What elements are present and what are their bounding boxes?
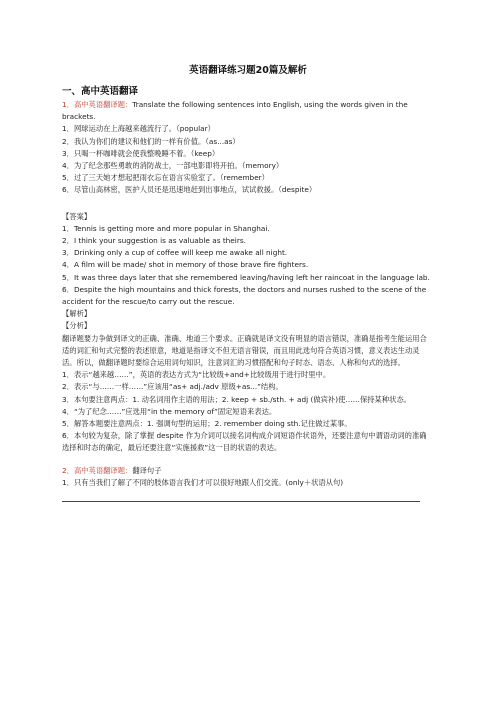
question-2-instruction: 翻译句子	[132, 465, 162, 475]
question-1-item: 6．尽管山高林密，医护人员还是迅速地赶到出事地点，试试救援。（despite）	[62, 185, 317, 195]
document-title: 英语翻译练习题20篇及解析	[189, 65, 307, 76]
question-1-instruction: Translate the following sentences into English, using the words given in the brackets.	[62, 100, 408, 122]
answer-item: 6．Despite the high mountains and thick forests, the doctors and nurses rushed to the scene of the accident for the rescue/to carry out the rescue.	[62, 284, 427, 307]
document-body	[62, 99, 432, 502]
analysis-item: 2．表示“与……一样……”应该用“as+ adj./adv 原级+as...”结构。	[62, 382, 283, 392]
question-2-item: 1．只有当我们了解了不同的肢体语言我们才可以很好地跟人们交流。(only＋状语从句)	[62, 477, 344, 487]
answer-item: 2．I think your suggestion is as valuable as theirs.	[62, 236, 246, 246]
question-1-prompt	[62, 99, 432, 123]
question-1-item: 4．为了纪念那些勇敢的消防战士，一部电影即将开拍。（memory）	[62, 161, 284, 171]
question-2-label: 2．高中英语翻译题：	[62, 465, 133, 475]
answer-item: 4．A film will be made/ shot in memory of those brave fire fighters.	[62, 260, 309, 270]
explanation-label: 【解析】	[62, 309, 92, 319]
question-1-item: 5．过了三天她才想起把雨衣忘在语言实验室了。（remember）	[62, 173, 269, 183]
question-1-item: 1．网球运动在上海越来越流行了。（popular）	[62, 124, 215, 134]
analysis-paragraph: 翻译题要力争做到译文的正确、准确、地道三个要求。正确就是译文没有明显的语言错误，准确是指考生能运用合适的词汇和句式完整的表述原意，地道是指译文不但无语言错误，而且用此选句符合英语习惯，意义表达生动灵活。所以，做翻译题时要综合运用词句知识，注意词汇的习惯搭配和句子时态、语态、人称和句式的选择。	[62, 333, 427, 368]
analysis-item: 1．表示“越来越……”，英语的表达方式为“比较级+and+比较级用于进行时里中。	[62, 370, 331, 380]
answer-item: 1．Tennis is getting more and more popular in Shanghai.	[62, 223, 270, 233]
analysis-label: 【分析】	[62, 321, 92, 331]
question-1-item: 3．只喝一杯咖啡就会使我整晚睡不着。（keep）	[62, 148, 220, 158]
answer-blank-line[interactable]	[62, 493, 420, 502]
answer-item: 5．It was three days later that she remembered leaving/having left her raincoat in the language lab.	[62, 272, 430, 282]
answer-label: 【答案】	[62, 211, 92, 221]
question-1-item: 2．我认为你们的建议和他们的一样有价值。（as...as）	[62, 136, 240, 146]
analysis-item: 3．本句要注意两点：1. 动名词用作主语的用法；2. keep + sb./sth. + adj (做宾补)使……保持某种状态。	[62, 394, 412, 404]
question-1-label: 1．高中英语翻译题：	[62, 100, 133, 109]
answer-item: 3．Drinking only a cup of coffee will keep me awake all night.	[62, 248, 288, 258]
analysis-item: 6．本句较为复杂，除了掌握 despite 作为介词可以接名词构成介词短语作状语外，还要注意句中谓语动词的准确选择和时态的确定，最后还要注意“实施援救”这一目的状语的表达。	[62, 431, 427, 453]
analysis-item: 5．解答本题要注意两点：1. 强调句型的运用；2. remember doing sth.记住做过某事。	[62, 419, 352, 429]
analysis-item: 4．“为了纪念……”应选用“in the memory of”固定短语来表达。	[62, 406, 277, 416]
section-heading: 一、高中英语翻译	[62, 86, 139, 97]
question-2-prompt	[62, 465, 432, 477]
